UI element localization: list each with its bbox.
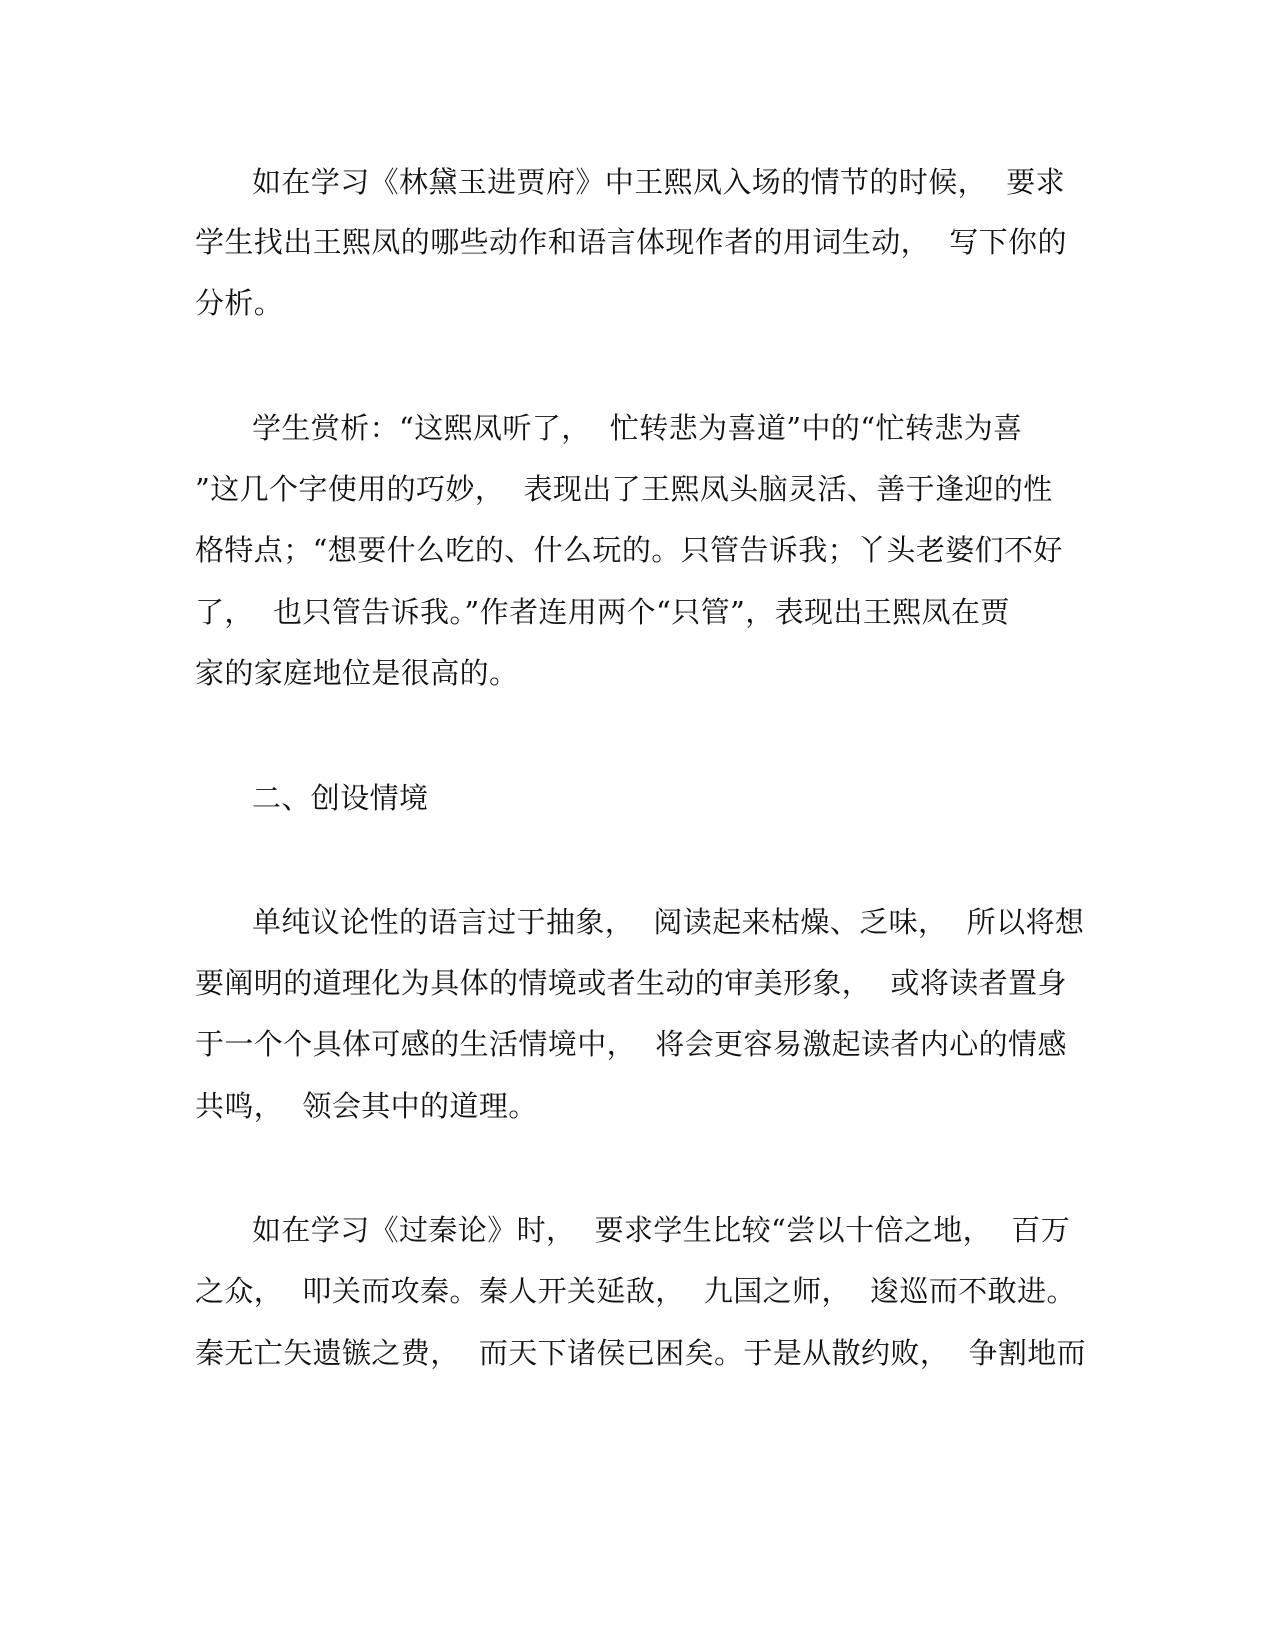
paragraph-1-line-2: 学生找出王熙凤的哪些动作和语言体现作者的用词生动， 写下你的 <box>195 225 1067 259</box>
paragraph-1-line-3: 分析。 <box>195 286 284 320</box>
paragraph-2-line-3: 格特点；“想要什么吃的、什么玩的。只管告诉我；丫头老婆们不好 <box>195 533 1063 567</box>
paragraph-3-line-4: 共鸣， 领会其中的道理。 <box>195 1089 538 1123</box>
paragraph-3-line-2: 要阐明的道理化为具体的情境或者生动的审美形象， 或将读者置身 <box>195 966 1067 1000</box>
paragraph-3-line-3: 于一个个具体可感的生活情境中， 将会更容易激起读者内心的情感 <box>195 1027 1067 1061</box>
paragraph-4-line-2: 之众， 叩关而攻秦。秦人开关延敌， 九国之师， 逡巡而不敢进。 <box>195 1274 1076 1308</box>
paragraph-2-line-4: 了， 也只管告诉我。”作者连用两个“只管”，表现出王熙凤在贾 <box>195 595 1010 629</box>
paragraph-2-line-5: 家的家庭地位是很高的。 <box>195 656 519 690</box>
paragraph-2-line-2: ”这几个字使用的巧妙， 表现出了王熙凤头脑灵活、善于逢迎的性 <box>195 472 1053 506</box>
paragraph-4-line-3: 秦无亡矢遗镞之费， 而天下诸侯已困矣。于是从散约败， 争割地而 <box>195 1336 1087 1370</box>
paragraph-3-line-1: 单纯议论性的语言过于抽象， 阅读起来枯燥、乏味， 所以将想 <box>252 905 1085 939</box>
paragraph-4-line-1: 如在学习《过秦论》时， 要求学生比较“尝以十倍之地， 百万 <box>252 1213 1071 1247</box>
paragraph-1-line-1: 如在学习《林黛玉进贾府》中王熙凤入场的情节的时候， 要求 <box>252 165 1066 199</box>
paragraph-2-line-1: 学生赏析：“这熙凤听了， 忙转悲为喜道”中的“忙转悲为喜 <box>252 411 1023 445</box>
section-heading: 二、创设情境 <box>252 781 429 815</box>
